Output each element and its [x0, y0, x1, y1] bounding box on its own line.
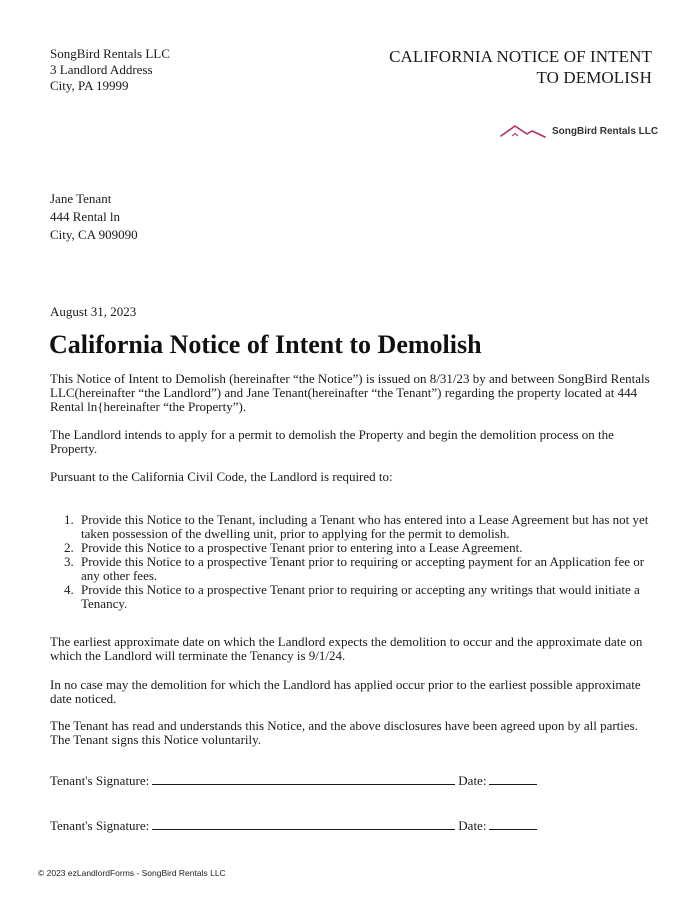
- letter-date: August 31, 2023: [50, 304, 137, 319]
- list-item-number: 4.: [64, 582, 74, 597]
- date-label: Date:: [458, 773, 487, 788]
- requirements-list: [64, 513, 656, 611]
- document-title-line1: CALIFORNIA NOTICE OF INTENT: [389, 47, 652, 66]
- signature-line[interactable]: [152, 819, 455, 830]
- sender-city: City, PA 19999: [50, 78, 129, 93]
- list-item-number: 1.: [64, 512, 74, 527]
- recipient-name: Jane Tenant: [50, 191, 112, 206]
- list-item-number: 2.: [64, 540, 74, 555]
- page-heading: California Notice of Intent to Demolish: [49, 330, 482, 359]
- list-item: [64, 541, 656, 555]
- sender-address-block: [50, 46, 170, 94]
- signature-label: Tenant's Signature:: [50, 773, 150, 788]
- document-title-line2: TO DEMOLISH: [536, 68, 652, 87]
- signature-row: [50, 773, 537, 789]
- demolition-date-paragraph: The earliest approximate date on which the Landlord expects the demolition to occur and the approximate date on which the Landlord will terminate the Tenancy is 9/1/24.: [50, 634, 643, 663]
- sender-name: SongBird Rentals LLC: [50, 46, 170, 61]
- requirements-intro: Pursuant to the California Civil Code, the Landlord is required to:: [50, 469, 393, 484]
- list-item-text: Provide this Notice to the Tenant, including a Tenant who has entered into a Lease Agreement but has not yet taken possession of the dwelling unit, prior to applying for the permit to demolish.: [81, 512, 649, 541]
- recipient-city: City, CA 909090: [50, 227, 138, 242]
- page-footer: © 2023 ezLandlordForms - SongBird Rentals LLC: [38, 868, 226, 878]
- acknowledgement-paragraph: The Tenant has read and understands this Notice, and the above disclosures have been agreed upon by all parties. The Tenant signs this Notice voluntarily.: [50, 718, 638, 747]
- signature-line[interactable]: [152, 774, 455, 785]
- recipient-street: 444 Rental ln: [50, 209, 121, 224]
- list-item: [64, 513, 656, 541]
- recipient-address-block: [50, 190, 138, 244]
- signature-label: Tenant's Signature:: [50, 818, 150, 833]
- list-item-text: Provide this Notice to a prospective Tenant prior to requiring or accepting any writings that would initiate a Tenancy.: [81, 582, 640, 611]
- list-item-text: Provide this Notice to a prospective Tenant prior to entering into a Lease Agreement.: [81, 540, 523, 555]
- house-roof-icon: [500, 123, 546, 139]
- intent-paragraph: The Landlord intends to apply for a permit to demolish the Property and begin the demolition process on the Property.: [50, 427, 614, 456]
- intro-paragraph: This Notice of Intent to Demolish (hereinafter “the Notice”) is issued on 8/31/23 by and between SongBird Rentals LLC(hereinafter “the Landlord”) and Jane Tenant(hereinafter “the Tenant”) regarding the property located at 444 Rental ln{hereinafter “the Property”).: [50, 371, 650, 414]
- date-line[interactable]: [489, 819, 537, 830]
- logo-text: SongBird Rentals LLC: [552, 125, 658, 137]
- document-title: [389, 46, 652, 88]
- list-item: [64, 555, 656, 583]
- date-label: Date:: [458, 818, 487, 833]
- date-line[interactable]: [489, 774, 537, 785]
- company-logo: [500, 123, 658, 139]
- no-earlier-demolition-paragraph: In no case may the demolition for which the Landlord has applied occur prior to the earliest possible approximate date noticed.: [50, 677, 641, 706]
- sender-street: 3 Landlord Address: [50, 62, 153, 77]
- signature-row: [50, 818, 537, 834]
- list-item-number: 3.: [64, 554, 74, 569]
- list-item-text: Provide this Notice to a prospective Tenant prior to requiring or accepting payment for an Application fee or any other fees.: [81, 554, 645, 583]
- list-item: [64, 583, 656, 611]
